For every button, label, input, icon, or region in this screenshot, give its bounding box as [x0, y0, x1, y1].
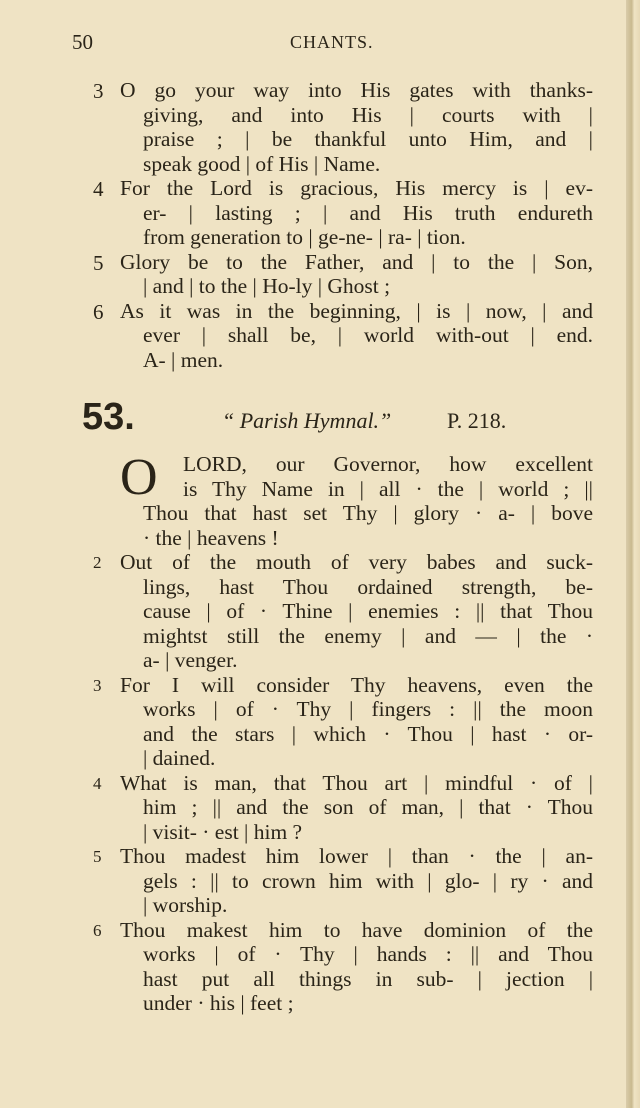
verse-line: and the stars | which · Thou | hast · or- — [143, 721, 593, 746]
verse-line: ever | shall be, | world with-out | end. — [143, 323, 593, 347]
verse-line: cause | of · Thine | enemies : || that Thou — [143, 599, 593, 623]
verse-number: 2 — [93, 553, 102, 572]
verse-line: For the Lord is gracious, His mercy is | ev- — [120, 176, 593, 200]
verse-line: is Thy Name in | all · the | world ; || — [183, 476, 593, 501]
verse-number: 6 — [93, 299, 104, 324]
verse-line: O go your way into His gates with thanks- — [120, 78, 593, 102]
verse-line: What is man, that Thou art | mindful · of | — [120, 770, 593, 795]
verse-line: · the | heavens ! — [143, 525, 279, 550]
verse-line: A- | men. — [143, 347, 224, 372]
verse-line: For I will consider Thy heavens, even the — [120, 672, 593, 697]
verse — [93, 844, 593, 918]
verse-line: praise ; | be thankful unto Him, and | — [143, 127, 593, 151]
verse-number: 4 — [93, 773, 102, 793]
running-head: CHANTS. — [290, 32, 374, 52]
verse-line: Thou madest him lower | than · the | an- — [120, 844, 593, 868]
verse — [93, 550, 593, 673]
verse-number: 5 — [93, 847, 102, 866]
verse-line: | worship. — [143, 893, 228, 917]
verse-number: 6 — [93, 920, 102, 940]
page-number: 50 — [72, 30, 93, 54]
verse — [93, 299, 593, 373]
verse-line: him ; || and the son of man, | that · Thou — [143, 795, 593, 819]
verse-line: mightst still the enemy | and — | the · — [143, 623, 593, 648]
verse-line: works | of · Thy | fingers : || the moon — [143, 697, 593, 721]
chant-page-ref: P. 218. — [447, 408, 507, 433]
verse-line: a- | venger. — [143, 648, 238, 672]
verse-number: 3 — [93, 675, 102, 695]
verse-line: lings, hast Thou ordained strength, be- — [143, 574, 593, 599]
verse — [93, 449, 593, 550]
verse-line: LORD, our Governor, how excellent — [183, 452, 593, 476]
verse-line: As it was in the beginning, | is | now, | and — [120, 298, 593, 323]
verse-number: 5 — [93, 250, 104, 275]
verse-line: under · his | feet ; — [143, 991, 294, 1015]
chant-heading — [82, 396, 602, 440]
verse-line: from generation to | ge-ne- | ra- | tion. — [143, 225, 466, 249]
chant-number: 53. — [82, 396, 135, 438]
verse-line: Glory be to the Father, and | to the | Son, — [120, 249, 593, 274]
verse — [93, 250, 593, 299]
verse-line: | and | to the | Ho-ly | Ghost ; — [143, 274, 391, 298]
verse-line: Out of the mouth of very babes and suck- — [120, 550, 593, 574]
verse-number: 4 — [93, 177, 104, 201]
verse-line: | visit- · est | him ? — [143, 819, 303, 844]
verse — [93, 673, 593, 771]
verse-line: gels : || to crown him with | glo- | ry · and — [143, 868, 593, 893]
verse-line: speak good | of His | Name. — [143, 151, 381, 176]
verse-line: er- | lasting ; | and His truth endureth — [143, 200, 593, 225]
drop-cap: O — [120, 449, 158, 506]
verse-number: 3 — [93, 79, 104, 103]
verse-line: works | of · Thy | hands : || and Thou — [143, 942, 593, 966]
verse-line: Thou that hast set Thy | glory · a- | bove — [143, 501, 593, 525]
chant-source: “ Parish Hymnal.” — [222, 408, 392, 433]
verse — [93, 176, 593, 250]
verse-line: hast put all things in sub- | jection | — [143, 966, 593, 991]
chant-section-previous — [93, 78, 593, 372]
verse-line: | dained. — [143, 746, 216, 770]
verse-line: Thou makest him to have dominion of the — [120, 917, 593, 942]
verse — [93, 771, 593, 845]
page-edge — [626, 0, 640, 1108]
verse — [93, 918, 593, 1016]
verse-line: giving, and into His | courts with | — [143, 102, 593, 127]
verse — [93, 78, 593, 176]
chant-section-53 — [93, 449, 593, 1016]
